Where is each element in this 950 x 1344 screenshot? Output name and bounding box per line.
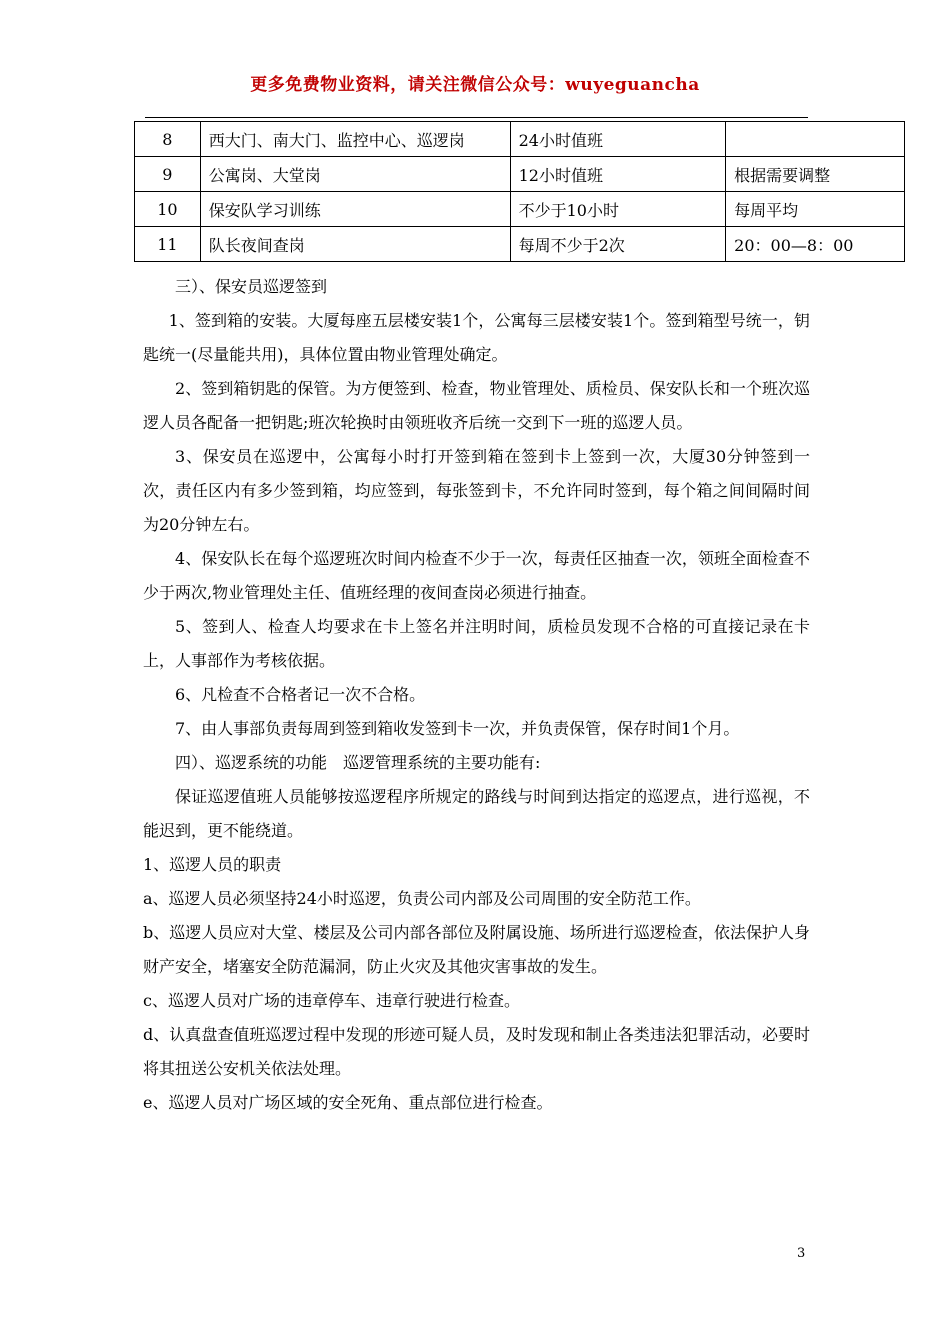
row-note: 20：00—8：00 <box>726 227 905 262</box>
paragraph: 1、签到箱的安装。大厦每座五层楼安装1个，公寓每三层楼安装1个。签到箱型号统一，钥匙统一(尽量能共用)，具体位置由物业管理处确定。 <box>143 311 810 364</box>
row-time: 不少于10小时 <box>510 192 726 227</box>
row-number: 8 <box>135 122 201 157</box>
row-note: 根据需要调整 <box>726 157 905 192</box>
duty-schedule-table <box>134 121 905 262</box>
row-post: 公寓岗、大堂岗 <box>200 157 510 192</box>
subsection-heading: 1、巡逻人员的职责 <box>143 855 282 874</box>
table-row <box>135 122 905 157</box>
row-time: 24小时值班 <box>510 122 726 157</box>
row-time: 每周不少于2次 <box>510 227 726 262</box>
row-time: 12小时值班 <box>510 157 726 192</box>
row-post: 队长夜间查岗 <box>200 227 510 262</box>
paragraph: 7、由人事部负责每周到签到箱收发签到卡一次，并负责保管，保存时间1个月。 <box>175 719 740 738</box>
paragraph: 3、保安员在巡逻中，公寓每小时打开签到箱在签到卡上签到一次，大厦30分钟签到一次，责任区内有多少签到箱，均应签到，每张签到卡，不允许同时签到，每个箱之间间隔时间为20分钟左右。 <box>143 447 810 534</box>
paragraph: 2、签到箱钥匙的保管。为方便签到、检查，物业管理处、质检员、保安队长和一个班次巡逻人员各配备一把钥匙;班次轮换时由领班收齐后统一交到下一班的巡逻人员。 <box>143 379 810 432</box>
promo-header: 更多免费物业资料，请关注微信公众号：wuyeguancha <box>250 75 700 95</box>
row-number: 11 <box>135 227 201 262</box>
table-row <box>135 227 905 262</box>
document-body <box>143 270 810 1120</box>
row-number: 9 <box>135 157 201 192</box>
list-item: a、巡逻人员必须坚持24小时巡逻，负责公司内部及公司周围的安全防范工作。 <box>143 889 701 908</box>
row-note <box>726 122 905 157</box>
paragraph: 5、签到人、检查人均要求在卡上签名并注明时间，质检员发现不合格的可直接记录在卡上，人事部作为考核依据。 <box>143 617 810 670</box>
list-item: e、巡逻人员对广场区域的安全死角、重点部位进行检查。 <box>143 1093 553 1112</box>
list-item: b、巡逻人员应对大堂、楼层及公司内部各部位及附属设施、场所进行巡逻检查，依法保护人身财产安全，堵塞安全防范漏洞，防止火灾及其他灾害事故的发生。 <box>143 923 810 976</box>
row-post: 保安队学习训练 <box>200 192 510 227</box>
list-item: d、认真盘查值班巡逻过程中发现的形迹可疑人员，及时发现和制止各类违法犯罪活动，必要时将其扭送公安机关依法处理。 <box>143 1025 810 1078</box>
header-divider <box>145 117 808 118</box>
paragraph: 6、凡检查不合格者记一次不合格。 <box>175 685 426 704</box>
row-note: 每周平均 <box>726 192 905 227</box>
paragraph: 4、保安队长在每个巡逻班次时间内检查不少于一次，每责任区抽查一次，领班全面检查不少于两次,物业管理处主任、值班经理的夜间查岗必须进行抽查。 <box>143 549 810 602</box>
paragraph: 保证巡逻值班人员能够按巡逻程序所规定的路线与时间到达指定的巡逻点，进行巡视，不能迟到，更不能绕道。 <box>143 787 810 840</box>
row-number: 10 <box>135 192 201 227</box>
section-heading: 三）、保安员巡逻签到 <box>175 277 328 296</box>
page-number: 3 <box>797 1246 806 1261</box>
table-row <box>135 157 905 192</box>
list-item: c、巡逻人员对广场的违章停车、违章行驶进行检查。 <box>143 991 520 1010</box>
row-post: 西大门、南大门、监控中心、巡逻岗 <box>200 122 510 157</box>
table-row <box>135 192 905 227</box>
section-heading: 四）、巡逻系统的功能 巡逻管理系统的主要功能有: <box>175 753 541 772</box>
